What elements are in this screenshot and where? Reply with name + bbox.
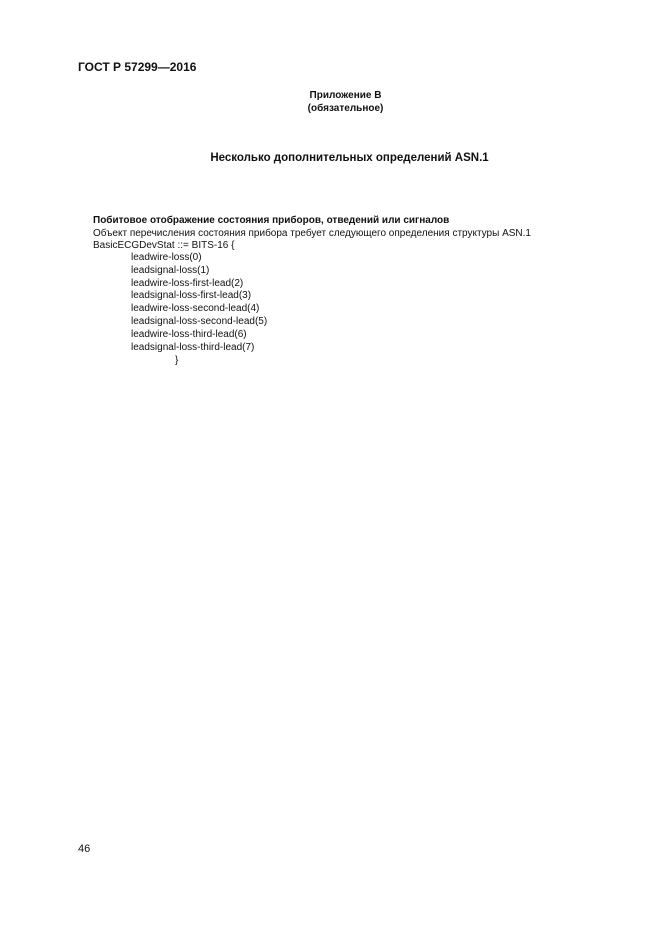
appendix-title: Приложение В [309,90,382,101]
section-title: Несколько дополнительных определений ASN.1 [210,152,489,164]
list-item: leadsignal-loss-first-lead(3) [131,290,252,302]
list-item: leadsignal-loss-second-lead(5) [131,315,268,327]
list-item: leadwire-loss(0) [131,252,202,263]
appendix-heading [0,89,661,115]
document-code: ГОСТ Р 57299—2016 [78,60,197,74]
list-item: leadwire-loss-third-lead(6) [131,328,247,340]
subsection-heading: Побитовое отображение состояния приборов, отведений или сигналов [93,215,450,226]
bit-definition-list [131,252,267,354]
intro-text: Объект перечисления состояния прибора требует следующего определения структуры ASN.1 [93,228,531,239]
definition-close: } [175,355,179,366]
list-item: leadsignal-loss-third-lead(7) [131,341,255,353]
definition-open: BasicECGDevStat ::= BITS-16 { [93,240,235,251]
list-item: leadwire-loss-second-lead(4) [131,303,260,315]
list-item: leadsignal-loss(1) [131,264,210,276]
page-number: 46 [78,843,91,855]
appendix-status: (обязательное) [307,103,384,114]
list-item: leadwire-loss-first-lead(2) [131,277,244,289]
